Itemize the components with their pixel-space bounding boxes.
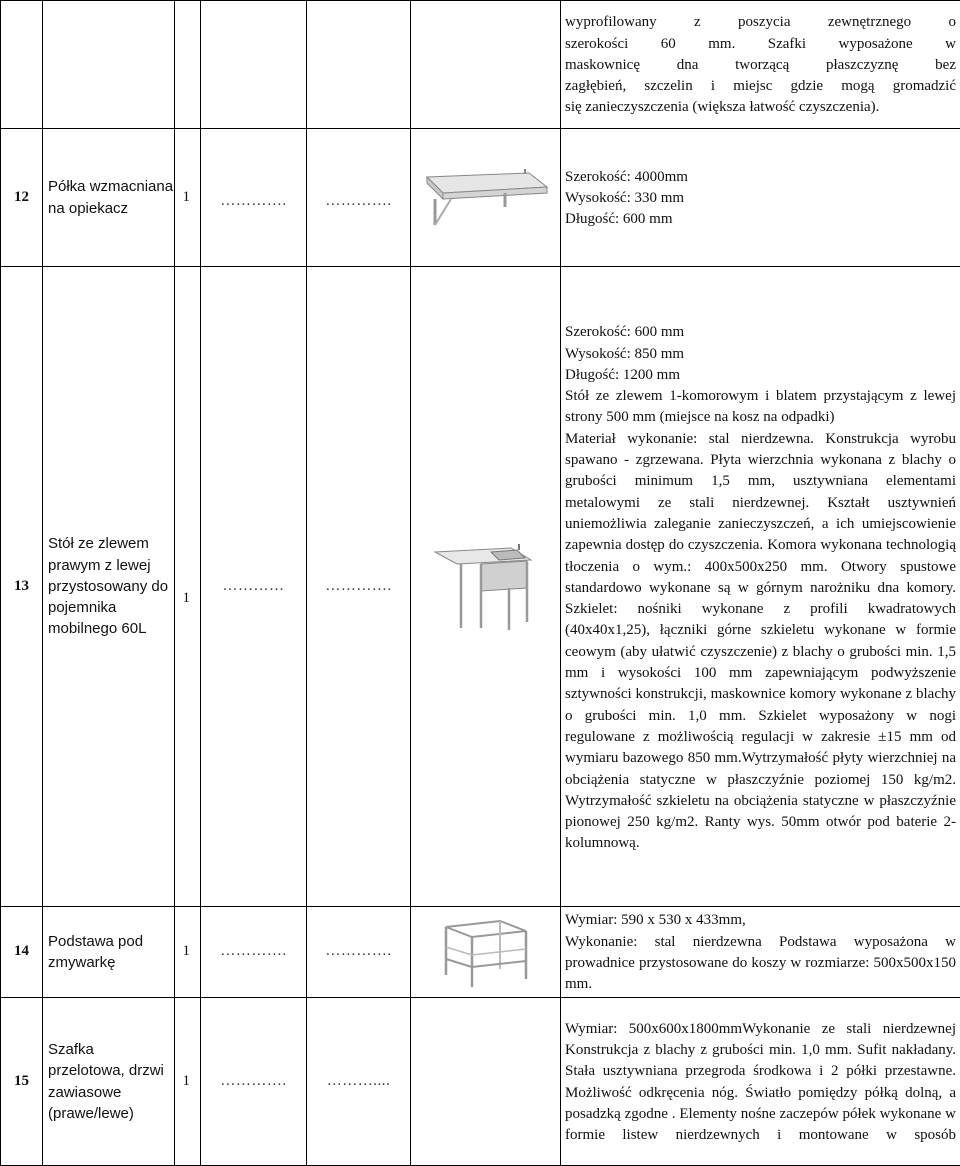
wall-shelf-icon bbox=[411, 163, 560, 233]
description-line: Wymiar: 590 x 530 x 433mm, bbox=[565, 910, 956, 931]
description-line: Długość: 1200 mm bbox=[565, 365, 956, 386]
row-number bbox=[1, 1, 43, 129]
description-line: zagłębień, szczelin i miejsc gdzie mogą gromadzić bbox=[565, 76, 956, 97]
description-line: Wykonanie: stal nierdzewna Podstawa wyposażona w prowadnice przystosowane do koszy w rozmiarze: 500x500x150 mm. bbox=[565, 932, 956, 996]
description-line: Wymiar: 500x600x1800mmWykonanie ze stali nierdzewnej Konstrukcja z blachy z grubości min. 1,0 mm. Sufit nakładany. Stała usztywniana przegroda środkowa i 2 półki przestawne. Możliwość odkręcenia nóg. Światło pomiędzy półką dolną, a posadzką zgodne . Elementy nośne zaczepów półek wykonane w formie listew nierdzewnych i montowane w sposób bbox=[565, 1019, 956, 1147]
unit-price: …………. bbox=[201, 998, 307, 1166]
table-row bbox=[1, 1, 960, 129]
description-line: Wysokość: 330 mm bbox=[565, 188, 956, 209]
row-number: 14 bbox=[1, 907, 43, 998]
item-quantity: 1 bbox=[175, 907, 201, 998]
item-name: Szafka przelotowa, drzwi zawiasowe (prawe/lewe) bbox=[43, 998, 175, 1166]
item-description bbox=[561, 129, 960, 267]
row-number: 13 bbox=[1, 267, 43, 907]
item-name bbox=[43, 1, 175, 129]
total-value: …………. bbox=[307, 267, 411, 907]
item-description bbox=[561, 267, 960, 907]
item-name: Stół ze zlewem prawym z lewej przystosowany do pojemnika mobilnego 60L bbox=[43, 267, 175, 907]
unit-price bbox=[201, 1, 307, 129]
description-line: Szerokość: 600 mm bbox=[565, 322, 956, 343]
dishwasher-stand-icon bbox=[411, 913, 560, 991]
description-line: Szerokość: 4000mm bbox=[565, 167, 956, 188]
item-image-cell bbox=[411, 907, 561, 998]
total-value: ……….... bbox=[307, 998, 411, 1166]
item-name: Półka wzmacniana na opiekacz bbox=[43, 129, 175, 267]
description-line: się zanieczyszczenia (większa łatwość czyszczenia). bbox=[565, 97, 956, 118]
table-row bbox=[1, 129, 960, 267]
item-description bbox=[561, 1, 960, 129]
row-number: 15 bbox=[1, 998, 43, 1166]
description-line: Materiał wykonanie: stal nierdzewna. Konstrukcja wyrobu spawano - zgrzewana. Płyta wierzchnia wykonana z blachy o grubości minimum 1,5 mm, usztywniana elementami metalowymi ze stali nierdzewnej. Kształt usztywnień uniemożliwia zaleganie zanieczyszczeń, a ich umiejscowienie zapewnia dostęp do czyszczenia. Komora wykonana technologią tłoczenia o wym.: 400x500x250 mm. Otwory spustowe standardowo wykonane są w górnym narożniku dna komory. Szkielet: nośniki wykonane z profili kwadratowych (40x40x1,25), łączniki górne szkieletu wykonane w formie ceowym (aby ułatwić czyszczenie) z blachy o grubości min. 1,5 mm i wysokości 100 mm zapewniającym podwyższenie sztywności konstrukcji, maskownice komory wykonane z blachy o grubości min. 1,0 mm. Szkielet wyposażony w nogi regulowane z możliwością regulacji w zakresie ±15 mm od wymiaru bazowego 850 mm.Wytrzymałość płyty wierzchniej na obciążenia statyczne w płaszczyźnie poziomej 150 kg/m2. Wytrzymałość szkieletu na obciążenia statyczne w płaszczyźnie pionowej 250 kg/m2. Ranty wys. 50mm otwór pod baterie 2-kolumnową. bbox=[565, 429, 956, 855]
sink-table-icon bbox=[411, 542, 560, 632]
item-quantity: 1 bbox=[175, 129, 201, 267]
total-value: …………. bbox=[307, 907, 411, 998]
item-name: Podstawa pod zmywarkę bbox=[43, 907, 175, 998]
description-line: Stół ze zlewem 1-komorowym i blatem przystającym z lewej strony 500 mm (miejsce na kosz na odpadki) bbox=[565, 386, 956, 429]
item-image-cell bbox=[411, 1, 561, 129]
item-quantity bbox=[175, 1, 201, 129]
unit-price: …………. bbox=[201, 907, 307, 998]
total-value: …………. bbox=[307, 129, 411, 267]
table-row bbox=[1, 267, 960, 907]
total-value bbox=[307, 1, 411, 129]
unit-price: ………… bbox=[201, 267, 307, 907]
description-line: maskownicę dna tworzącą płaszczyznę bez bbox=[565, 55, 956, 76]
table-row bbox=[1, 907, 960, 998]
description-line: Wysokość: 850 mm bbox=[565, 344, 956, 365]
description-line: szerokości 60 mm. Szafki wyposażone w bbox=[565, 34, 956, 55]
item-image-cell bbox=[411, 267, 561, 907]
item-quantity: 1 bbox=[175, 998, 201, 1166]
item-image-cell bbox=[411, 129, 561, 267]
description-line: wyprofilowany z poszycia zewnętrznego o bbox=[565, 12, 956, 33]
row-number: 12 bbox=[1, 129, 43, 267]
item-description bbox=[561, 907, 960, 998]
unit-price: …………. bbox=[201, 129, 307, 267]
item-quantity: 1 bbox=[175, 267, 201, 907]
item-description bbox=[561, 998, 960, 1166]
description-line: Długość: 600 mm bbox=[565, 209, 956, 230]
item-image-cell bbox=[411, 998, 561, 1166]
table-row bbox=[1, 998, 960, 1166]
